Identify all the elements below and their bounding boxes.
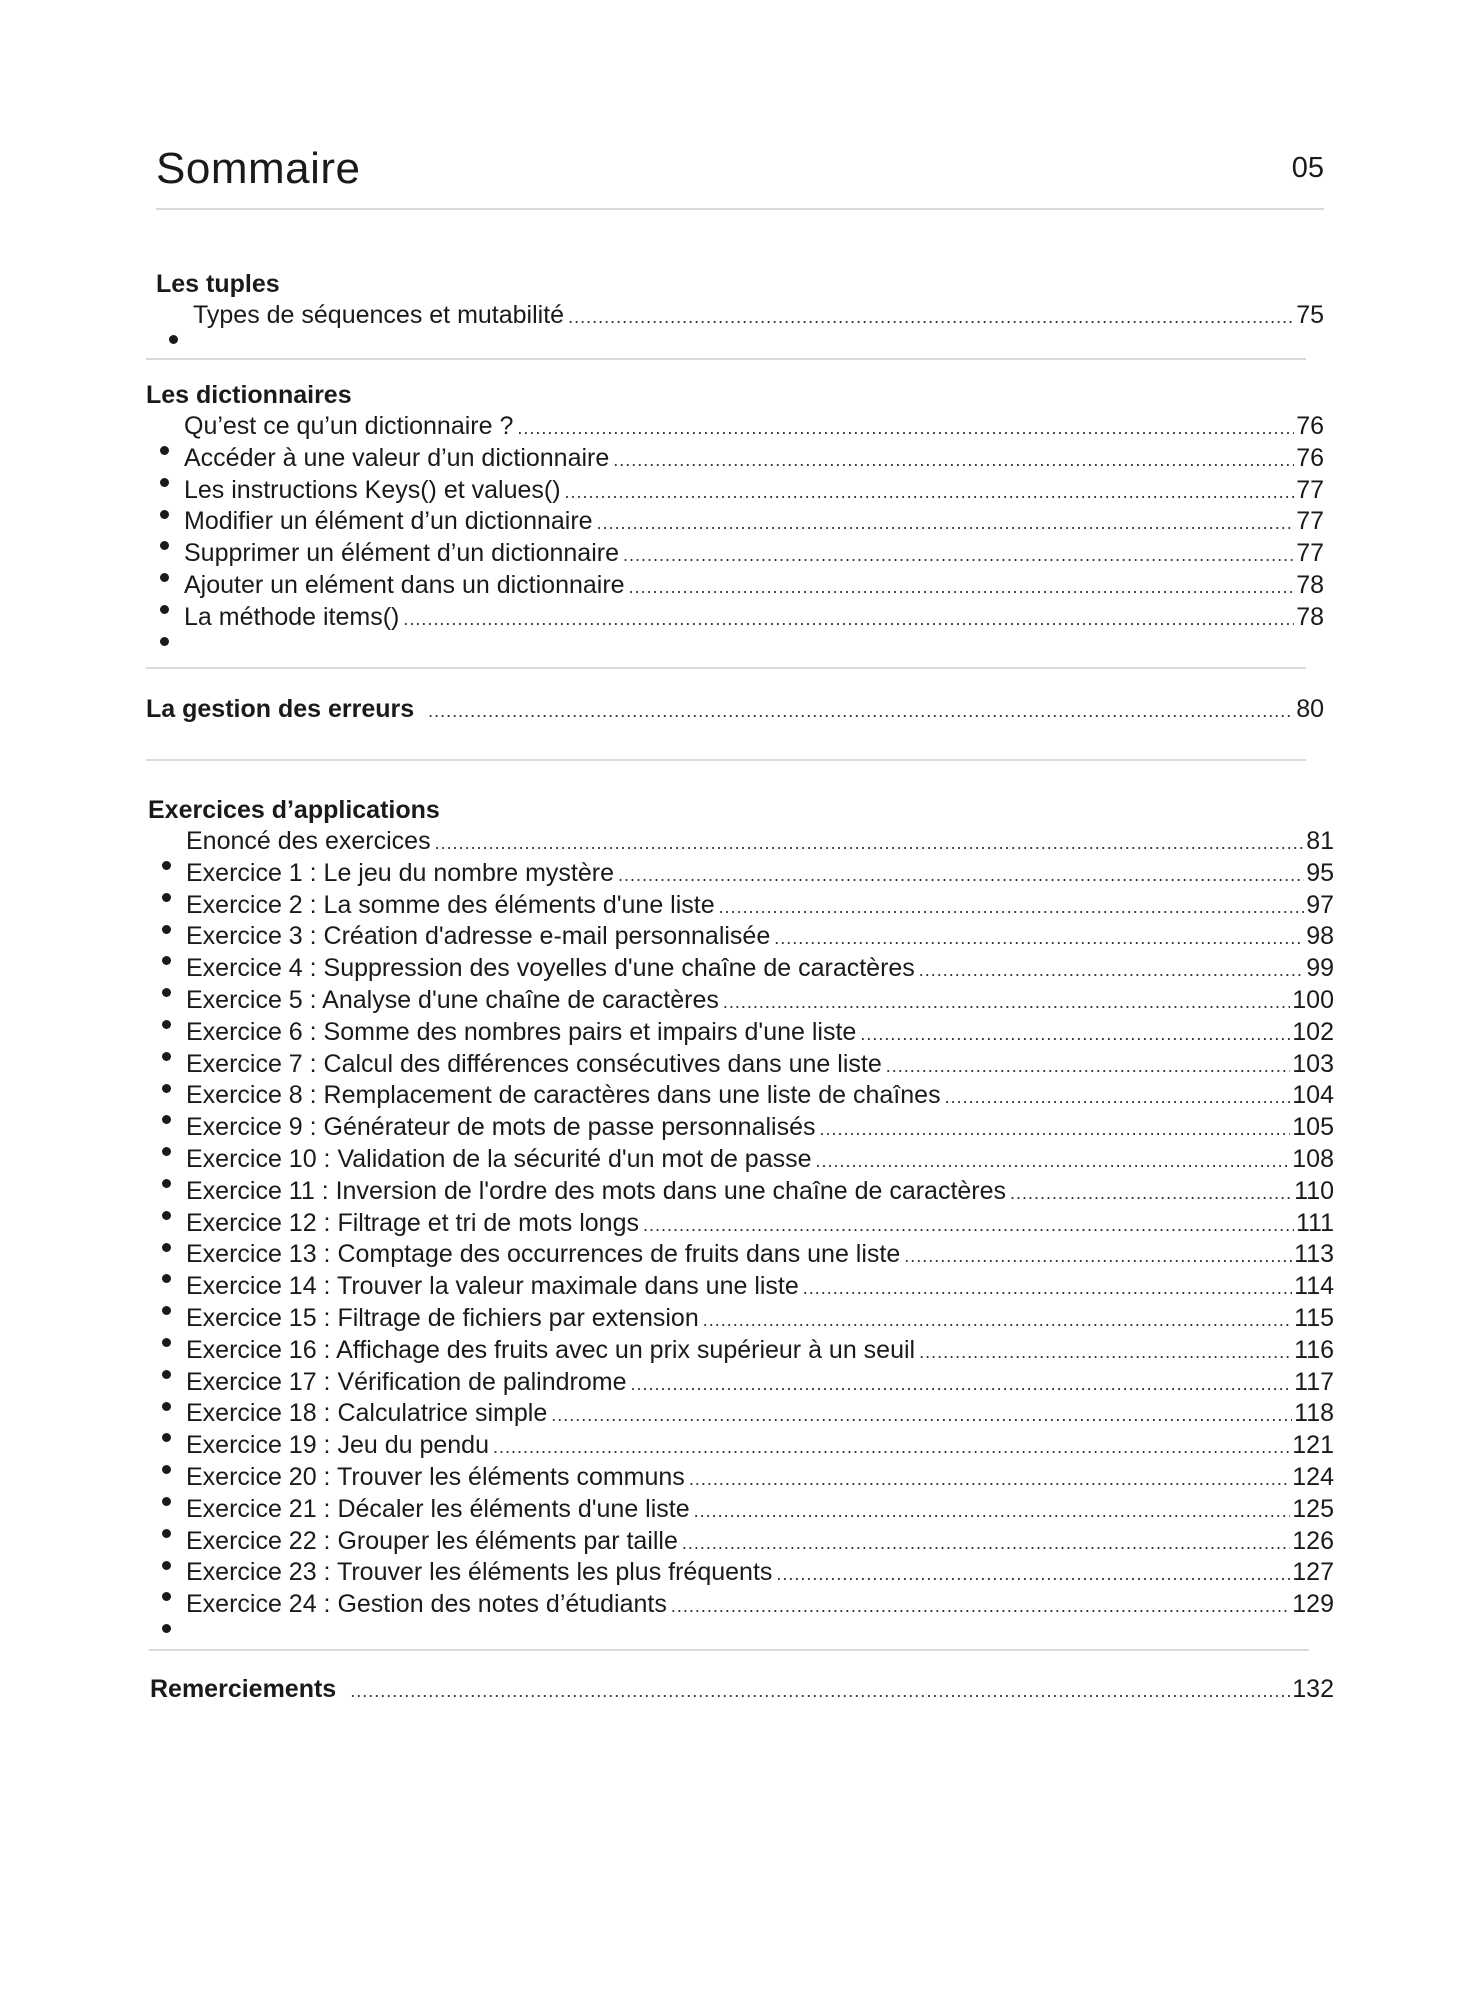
toc-entry[interactable]: [157, 506, 1324, 538]
page-number: 05: [1291, 152, 1324, 184]
toc-entry-text: Exercice 19 : Jeu du pendu: [186, 1431, 489, 1460]
dot-leader: [919, 955, 1304, 987]
section-page: 80: [1296, 695, 1324, 723]
toc-section-remerciements[interactable]: [150, 1673, 1334, 1705]
toc-entry-text: Types de séquences et mutabilité: [193, 301, 565, 329]
toc-entry-text: Exercice 2 : La somme des éléments d'une liste: [186, 890, 715, 919]
toc-entry-page: 111: [1295, 1208, 1334, 1237]
toc-entry[interactable]: [159, 1335, 1334, 1367]
toc-entry-text: Exercice 9 : Générateur de mots de passe personnalisés: [186, 1113, 816, 1142]
page-header: [156, 138, 1324, 210]
dot-leader: [945, 1082, 1291, 1114]
toc-entry-page: 129: [1292, 1590, 1334, 1619]
toc-entry[interactable]: [166, 300, 1324, 332]
toc-entry[interactable]: [159, 1144, 1334, 1176]
toc-entry[interactable]: [157, 411, 1324, 443]
toc-entry[interactable]: [159, 921, 1334, 953]
dot-leader: [350, 1675, 1290, 1707]
toc-entry-page: 121: [1292, 1431, 1334, 1460]
toc-entry-text: Exercice 10 : Validation de la sécurité d'un mot de passe: [186, 1144, 812, 1173]
dot-leader: [623, 540, 1294, 572]
dot-leader: [803, 1273, 1292, 1305]
toc-entry[interactable]: [159, 1494, 1334, 1526]
toc-section-exercices: [148, 794, 1334, 1621]
dot-leader: [643, 1210, 1294, 1242]
toc-entry-page: 108: [1292, 1144, 1334, 1173]
toc-entry-text: Exercice 21 : Décaler les éléments d'une liste: [186, 1494, 690, 1523]
dot-leader: [703, 1305, 1292, 1337]
toc-entry-page: 77: [1296, 475, 1324, 504]
toc-list: [159, 826, 1334, 1621]
section-title: Les tuples: [156, 270, 280, 298]
toc-entry-text: Exercice 8 : Remplacement de caractères dans une liste de chaînes: [186, 1081, 941, 1110]
toc-entry-text: Exercice 7 : Calcul des différences consécutives dans une liste: [186, 1049, 882, 1078]
toc-entry-page: 98: [1306, 922, 1334, 951]
toc-entry-page: 103: [1292, 1049, 1334, 1078]
toc-entry-page: 78: [1296, 602, 1324, 631]
toc-list: [157, 411, 1324, 634]
toc-entry-text: Exercice 6 : Somme des nombres pairs et impairs d'une liste: [186, 1017, 857, 1046]
toc-entry-text: Exercice 13 : Comptage des occurrences de fruits dans une liste: [186, 1240, 901, 1269]
toc-entry-page: 127: [1292, 1558, 1334, 1587]
toc-entry-page: 104: [1292, 1081, 1334, 1110]
section-title: Les dictionnaires: [146, 381, 352, 409]
toc-entry-text: Exercice 5 : Analyse d'une chaîne de caractères: [186, 985, 719, 1014]
toc-entry-text: Exercice 22 : Grouper les éléments par taille: [186, 1526, 678, 1555]
toc-entry-text: Exercice 11 : Inversion de l'ordre des mots dans une chaîne de caractères: [186, 1176, 1007, 1205]
toc-entry[interactable]: [157, 443, 1324, 475]
toc-entry-text: Exercice 17 : Vérification de palindrome: [186, 1367, 627, 1396]
toc-entry[interactable]: [157, 570, 1324, 602]
toc-entry-text: Exercice 4 : Suppression des voyelles d'une chaîne de caractères: [186, 954, 915, 983]
section-title: Remerciements: [150, 1675, 337, 1703]
toc-entry[interactable]: [159, 1176, 1334, 1208]
toc-entry-page: 113: [1294, 1240, 1334, 1269]
toc-entry-text: Exercice 24 : Gestion des notes d’étudiants: [186, 1590, 667, 1619]
toc-section-erreurs[interactable]: [146, 693, 1324, 725]
dot-leader: [694, 1496, 1291, 1528]
toc-entry[interactable]: [159, 1271, 1334, 1303]
dot-leader: [904, 1241, 1292, 1273]
section-divider: [146, 667, 1306, 669]
toc-entry-page: 78: [1296, 570, 1324, 599]
dot-leader: [820, 1114, 1291, 1146]
dot-leader: [568, 302, 1294, 334]
dot-leader: [860, 1019, 1290, 1051]
dot-leader: [719, 892, 1305, 924]
dot-leader: [682, 1528, 1290, 1560]
toc-entry-page: 116: [1294, 1335, 1334, 1364]
toc-list: [166, 300, 1324, 332]
toc-entry[interactable]: [159, 1367, 1334, 1399]
dot-leader: [776, 1559, 1290, 1591]
toc-entry[interactable]: [159, 826, 1334, 858]
toc-entry[interactable]: [157, 538, 1324, 570]
dot-leader: [618, 860, 1304, 892]
dot-leader: [597, 508, 1295, 540]
toc-entry[interactable]: [159, 1017, 1334, 1049]
toc-entry-text: Exercice 12 : Filtrage et tri de mots longs: [186, 1208, 639, 1237]
toc-entry[interactable]: [159, 1208, 1334, 1240]
toc-entry-text: Enoncé des exercices: [186, 827, 431, 855]
toc-entry-page: 76: [1296, 412, 1324, 440]
dot-leader: [886, 1051, 1291, 1083]
toc-entry-page: 95: [1306, 858, 1334, 887]
toc-entry-page: 99: [1306, 954, 1334, 983]
toc-entry[interactable]: [157, 475, 1324, 507]
toc-entry-page: 118: [1294, 1399, 1334, 1428]
dot-leader: [629, 572, 1295, 604]
dot-leader: [428, 695, 1294, 727]
dot-leader: [671, 1591, 1290, 1623]
section-divider: [149, 1649, 1309, 1651]
dot-leader: [723, 987, 1290, 1019]
dot-leader: [816, 1146, 1291, 1178]
toc-entry-page: 77: [1296, 507, 1324, 536]
toc-entry-page: 102: [1292, 1017, 1334, 1046]
toc-entry-text: Exercice 1 : Le jeu du nombre mystère: [186, 858, 614, 887]
section-title: Exercices d’applications: [148, 796, 440, 824]
toc-entry-page: 114: [1294, 1272, 1334, 1301]
dot-leader: [613, 445, 1294, 477]
dot-leader: [493, 1432, 1290, 1464]
toc-entry-page: 76: [1296, 443, 1324, 472]
section-title: La gestion des erreurs: [146, 695, 415, 723]
dot-leader: [435, 828, 1305, 860]
toc-entry[interactable]: [159, 1112, 1334, 1144]
page-title: Sommaire: [156, 144, 361, 193]
toc-entry-text: Exercice 14 : Trouver la valeur maximale dans une liste: [186, 1272, 799, 1301]
toc-entry-page: 115: [1294, 1303, 1334, 1332]
toc-entry-page: 125: [1292, 1494, 1334, 1523]
toc-entry[interactable]: [159, 1462, 1334, 1494]
toc-entry[interactable]: [159, 1430, 1334, 1462]
dot-leader: [403, 604, 1294, 636]
toc-entry[interactable]: [159, 890, 1334, 922]
toc-entry-page: 105: [1292, 1113, 1334, 1142]
toc-entry-page: 81: [1306, 827, 1334, 855]
dot-leader: [774, 923, 1304, 955]
toc-entry-page: 100: [1292, 985, 1334, 1014]
toc-entry-text: La méthode items(): [184, 602, 400, 631]
toc-entry-text: Exercice 18 : Calculatrice simple: [186, 1399, 548, 1428]
toc-entry-page: 110: [1294, 1176, 1334, 1205]
toc-entry[interactable]: [159, 1589, 1334, 1621]
toc-entry-text: Modifier un élément d’un dictionnaire: [184, 507, 593, 536]
toc-entry[interactable]: [157, 602, 1324, 634]
toc-entry-page: 126: [1292, 1526, 1334, 1555]
toc-entry-text: Exercice 16 : Affichage des fruits avec un prix supérieur à un seuil: [186, 1335, 916, 1364]
toc-entry[interactable]: [159, 1398, 1334, 1430]
toc-entry-page: 117: [1294, 1367, 1334, 1396]
toc-entry-page: 75: [1296, 301, 1324, 329]
section-divider: [146, 759, 1306, 761]
toc-entry[interactable]: [159, 1303, 1334, 1335]
dot-leader: [551, 1400, 1292, 1432]
toc-entry-text: Qu’est ce qu’un dictionnaire ?: [184, 412, 514, 440]
toc-entry-text: Exercice 15 : Filtrage de fichiers par extension: [186, 1303, 699, 1332]
dot-leader: [517, 413, 1294, 445]
toc-entry-text: Supprimer un élément d’un dictionnaire: [184, 539, 619, 568]
toc-entry[interactable]: [159, 985, 1334, 1017]
toc-entry-page: 97: [1306, 890, 1334, 919]
toc-entry-text: Exercice 23 : Trouver les éléments les plus fréquents: [186, 1558, 773, 1587]
toc-entry-text: Ajouter un elément dans un dictionnaire: [184, 570, 625, 599]
dot-leader: [1010, 1178, 1292, 1210]
toc-entry[interactable]: [159, 953, 1334, 985]
toc-entry[interactable]: [159, 858, 1334, 890]
toc-entry[interactable]: [159, 1239, 1334, 1271]
dot-leader: [919, 1337, 1292, 1369]
toc-entry-text: Exercice 20 : Trouver les éléments communs: [186, 1462, 685, 1491]
section-divider: [146, 358, 1306, 360]
dot-leader: [689, 1464, 1290, 1496]
toc-section-dictionnaires: [146, 379, 1324, 634]
toc-entry-text: Exercice 3 : Création d'adresse e-mail personnalisée: [186, 922, 771, 951]
toc-entry-text: Accéder à une valeur d’un dictionnaire: [184, 443, 610, 472]
dot-leader: [631, 1369, 1293, 1401]
toc-entry[interactable]: [159, 1049, 1334, 1081]
toc-entry-page: 124: [1292, 1462, 1334, 1491]
toc-entry[interactable]: [159, 1080, 1334, 1112]
toc-entry-text: Les instructions Keys() et values(): [184, 475, 561, 504]
toc-section-tuples: [156, 268, 1324, 332]
section-page: 132: [1292, 1675, 1334, 1703]
toc-entry-page: 77: [1296, 539, 1324, 568]
dot-leader: [565, 477, 1295, 509]
toc-entry[interactable]: [159, 1526, 1334, 1558]
toc-entry[interactable]: [159, 1557, 1334, 1589]
